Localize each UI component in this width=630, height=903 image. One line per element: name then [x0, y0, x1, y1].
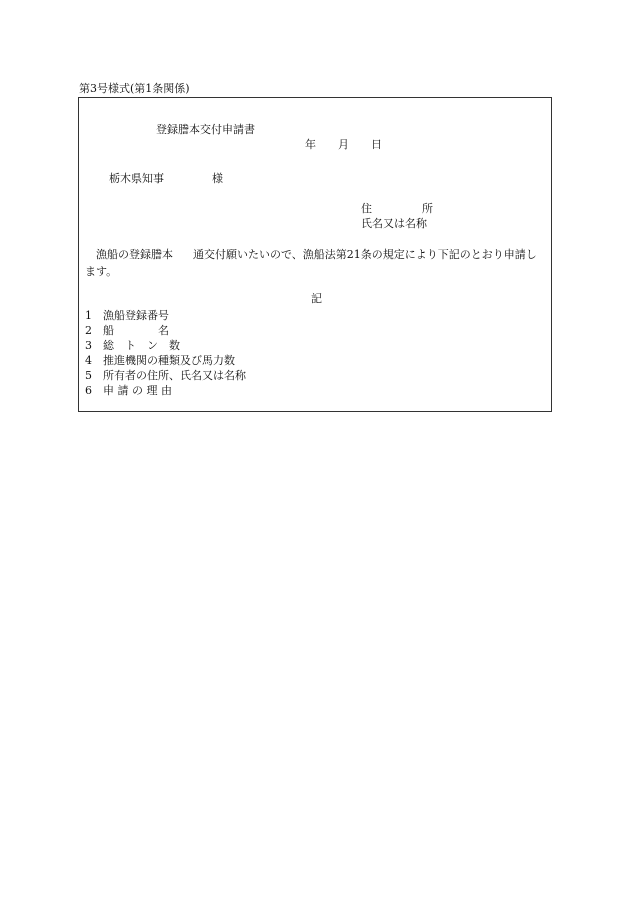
- item-number: 1: [85, 309, 92, 322]
- item-number: 6: [85, 384, 92, 397]
- date-month: 月: [338, 138, 349, 151]
- form-number: 第3号様式(第1条関係): [79, 82, 190, 95]
- list-item: [85, 308, 246, 323]
- list-item: [85, 338, 246, 353]
- addressee: [109, 172, 223, 186]
- record-heading: 記: [311, 292, 322, 305]
- item-label: 漁船登録番号: [103, 309, 169, 322]
- applicant-name-label: 氏名又は名称: [361, 217, 427, 230]
- item-label: 推進機関の種類及び馬力数: [103, 354, 235, 367]
- item-label: 所有者の住所、氏名又は名称: [103, 369, 246, 382]
- request-body: [85, 246, 547, 280]
- item-number: 2: [85, 324, 92, 337]
- date-day: 日: [371, 138, 382, 151]
- list-item: [85, 383, 246, 398]
- item-label: 総 ト ン 数: [103, 339, 180, 352]
- address-label-1: 住: [361, 202, 372, 215]
- item-number: 5: [85, 369, 92, 382]
- list-item: [85, 368, 246, 383]
- item-number: 3: [85, 339, 92, 352]
- item-label: 船 名: [103, 324, 169, 337]
- addressee-name: 栃木県知事: [109, 172, 164, 185]
- application-form: [78, 97, 552, 412]
- item-label: 申 請 の 理 由: [103, 384, 172, 397]
- date-line: [305, 138, 382, 152]
- form-title: 登録謄本交付申請書: [156, 123, 255, 136]
- applicant-address-label: [361, 202, 433, 216]
- item-number: 4: [85, 354, 92, 367]
- addressee-honorific: 様: [212, 172, 223, 185]
- list-item: [85, 353, 246, 368]
- body-part-1: 漁船の登録謄本: [96, 248, 173, 261]
- item-list: [85, 308, 246, 398]
- body-part-2: 通交付願いたいので、漁船法第21条の規定により下記のとおり申請します。: [85, 248, 537, 278]
- list-item: [85, 323, 246, 338]
- date-year: 年: [305, 138, 316, 151]
- address-label-2: 所: [422, 202, 433, 215]
